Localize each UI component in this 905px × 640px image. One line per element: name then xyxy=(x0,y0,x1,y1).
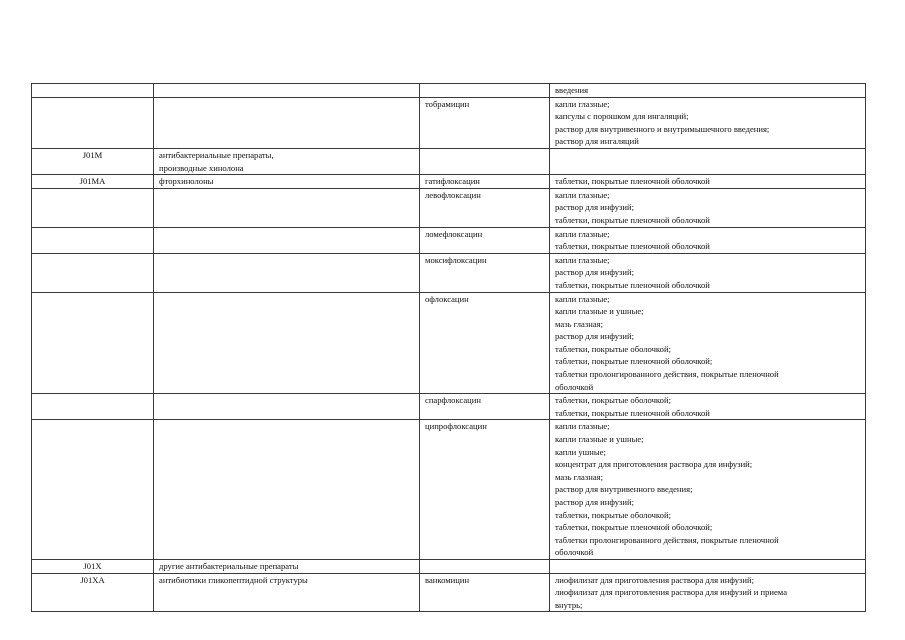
table-row xyxy=(32,253,866,292)
table-row xyxy=(32,420,866,560)
dosage-form-line: раствор для инфузий; xyxy=(555,267,635,278)
atc-code-cell xyxy=(32,394,154,420)
dosage-form-line: оболочкой xyxy=(555,547,594,558)
table-row xyxy=(32,175,866,189)
dosage-form-line: капли глазные; xyxy=(555,189,610,200)
table-row xyxy=(32,97,866,148)
atc-code-cell: J01MA xyxy=(32,175,154,189)
dosage-forms-cell xyxy=(550,227,866,253)
substance-cell: спарфлоксацин xyxy=(420,394,550,420)
table-row xyxy=(32,84,866,98)
atc-code-cell xyxy=(32,420,154,560)
drug-group-cell xyxy=(154,292,420,394)
atc-code-cell: J01X xyxy=(32,559,154,573)
table-row xyxy=(32,559,866,573)
substance-cell: ломефлоксацин xyxy=(420,227,550,253)
table-row xyxy=(32,227,866,253)
drug-group-cell xyxy=(154,227,420,253)
substance-cell xyxy=(420,84,550,98)
dosage-forms-cell xyxy=(550,420,866,560)
dosage-form-line: концентрат для приготовления раствора для инфузий; xyxy=(555,459,753,470)
table-row xyxy=(32,573,866,612)
dosage-forms-cell xyxy=(550,175,866,189)
substance-cell xyxy=(420,559,550,573)
dosage-form-line: таблетки, покрытые пленочной оболочкой xyxy=(555,407,710,418)
dosage-forms-cell xyxy=(550,559,866,573)
atc-code-cell xyxy=(32,84,154,98)
drug-group-cell xyxy=(154,148,420,174)
dosage-forms-cell xyxy=(550,253,866,292)
dosage-forms-cell xyxy=(550,97,866,148)
substance-cell: гатифлоксацин xyxy=(420,175,550,189)
dosage-forms-cell xyxy=(550,148,866,174)
drug-group-cell xyxy=(154,84,420,98)
table-row xyxy=(32,148,866,174)
drug-table-body xyxy=(32,84,866,612)
dosage-form-line: таблетки, покрытые оболочкой; xyxy=(555,343,671,354)
dosage-form-line: раствор для инфузий; xyxy=(555,202,635,213)
dosage-form-line: мазь глазная; xyxy=(555,471,603,482)
drug-group-cell xyxy=(154,420,420,560)
drug-table xyxy=(31,83,866,612)
dosage-form-line: капли глазные; xyxy=(555,293,610,304)
atc-code-cell xyxy=(32,97,154,148)
dosage-forms-cell xyxy=(550,573,866,612)
dosage-forms-cell xyxy=(550,394,866,420)
dosage-form-line: введения xyxy=(555,85,589,95)
dosage-form-line: таблетки, покрытые оболочкой; xyxy=(555,509,671,520)
dosage-form-line: таблетки, покрытые пленочной оболочкой xyxy=(555,241,710,252)
dosage-form-line: таблетки, покрытые пленочной оболочкой xyxy=(555,214,710,225)
dosage-forms-cell xyxy=(550,84,866,98)
dosage-form-line: капсулы с порошком для ингаляций; xyxy=(555,111,689,122)
dosage-form-line: капли ушные; xyxy=(555,446,606,457)
substance-cell: офлоксацин xyxy=(420,292,550,394)
dosage-form-line: капли глазные; xyxy=(555,421,610,432)
dosage-form-line: капли глазные; xyxy=(555,98,610,109)
dosage-forms-cell xyxy=(550,292,866,394)
drug-group-line: антибиотики гликопептидной структуры xyxy=(159,574,308,585)
dosage-form-line: таблетки, покрытые пленочной оболочкой xyxy=(555,176,710,187)
table-row xyxy=(32,292,866,394)
dosage-form-line: капли глазные; xyxy=(555,228,610,239)
atc-code-cell xyxy=(32,227,154,253)
dosage-form-line: капли глазные и ушные; xyxy=(555,306,644,317)
table-row xyxy=(32,394,866,420)
substance-cell: тобрамицин xyxy=(420,97,550,148)
dosage-form-line: таблетки, покрытые пленочной оболочкой xyxy=(555,279,710,290)
drug-group-line: другие антибактериальные препараты xyxy=(159,560,299,571)
dosage-form-line: раствор для ингаляций xyxy=(555,136,639,147)
drug-group-line: фторхинолоны xyxy=(159,176,214,187)
drug-group-cell xyxy=(154,573,420,612)
dosage-form-line: оболочкой xyxy=(555,381,594,392)
atc-code-cell xyxy=(32,188,154,227)
dosage-form-line: капли глазные и ушные; xyxy=(555,434,644,445)
dosage-form-line: таблетки пролонгированного действия, покрытые пленочной xyxy=(555,534,779,545)
atc-code-cell: J01XA xyxy=(32,573,154,612)
dosage-form-line: таблетки, покрытые пленочной оболочкой; xyxy=(555,522,713,533)
dosage-form-line: раствор для внутривенного введения; xyxy=(555,484,693,495)
substance-cell: ципрофлоксацин xyxy=(420,420,550,560)
drug-group-line: производные хинолона xyxy=(159,162,244,173)
atc-code-cell: J01M xyxy=(32,148,154,174)
substance-cell xyxy=(420,148,550,174)
dosage-form-line: раствор для инфузий; xyxy=(555,497,635,507)
dosage-form-line: раствор для инфузий; xyxy=(555,331,635,342)
dosage-form-line: таблетки, покрытые пленочной оболочкой; xyxy=(555,356,713,367)
dosage-form-line: капли глазные; xyxy=(555,254,610,265)
table-row xyxy=(32,188,866,227)
atc-code-cell xyxy=(32,292,154,394)
substance-cell: левофлоксацин xyxy=(420,188,550,227)
dosage-form-line: лиофилизат для приготовления раствора для инфузий; xyxy=(555,574,754,585)
dosage-form-line: внутрь; xyxy=(555,599,583,610)
drug-group-cell xyxy=(154,97,420,148)
drug-group-cell xyxy=(154,394,420,420)
drug-group-cell xyxy=(154,559,420,573)
substance-cell: ванкомицин xyxy=(420,573,550,612)
atc-code-cell xyxy=(32,253,154,292)
dosage-form-line: таблетки пролонгированного действия, покрытые пленочной xyxy=(555,369,779,380)
substance-cell: моксифлоксацин xyxy=(420,253,550,292)
drug-group-cell xyxy=(154,175,420,189)
drug-group-line: антибактериальные препараты, xyxy=(159,149,274,160)
dosage-form-line: мазь глазная; xyxy=(555,318,603,329)
dosage-form-line: лиофилизат для приготовления раствора для инфузий и приема xyxy=(555,587,788,598)
dosage-form-line: раствор для внутривенного и внутримышечного введения; xyxy=(555,123,770,134)
drug-group-cell xyxy=(154,253,420,292)
dosage-form-line: таблетки, покрытые оболочкой; xyxy=(555,395,671,406)
drug-group-cell xyxy=(154,188,420,227)
dosage-forms-cell xyxy=(550,188,866,227)
